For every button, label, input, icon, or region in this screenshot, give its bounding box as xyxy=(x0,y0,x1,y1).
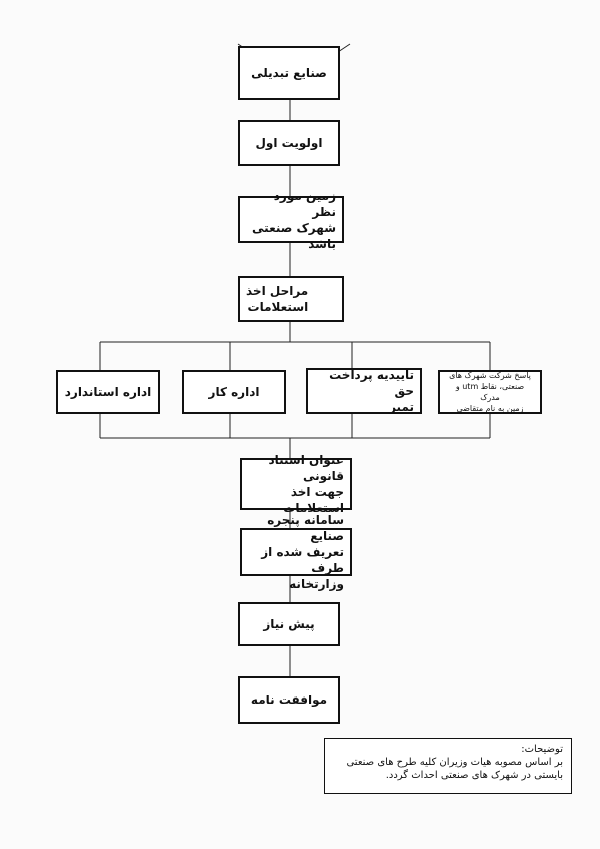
node-n4 xyxy=(238,276,344,322)
node-n10 xyxy=(240,513,352,591)
node-label: زمین مورد نظر شهرک صنعتی باشد xyxy=(252,188,336,251)
notes-heading: توضیحات: xyxy=(521,744,563,755)
node-label: پاسخ شرکت شهرک های صنعتی، نقاط utm و مدرک زمین به نام متقاضی xyxy=(449,371,531,413)
node-label: پیش نیاز xyxy=(263,617,315,631)
node-label: عنوان استناد قانونی جهت اخذ استعلامات xyxy=(268,453,344,515)
node-label: سامانه پنجره صنایع تعریف شده از طرف وزارتخانه xyxy=(261,513,344,591)
node-label: تاییدیه پرداخت حق تمبر xyxy=(329,368,414,414)
node-label: صنایع تبدیلی xyxy=(251,66,327,80)
node-n9 xyxy=(240,453,352,515)
node-n3 xyxy=(238,188,344,251)
node-label: اولویت اول xyxy=(255,136,323,150)
node-n1 xyxy=(238,46,340,100)
node-n6 xyxy=(182,370,286,414)
node-n8 xyxy=(438,370,542,414)
notes-box xyxy=(324,738,572,794)
node-label: مراحل اخذ استعلامات xyxy=(246,284,309,314)
node-n2 xyxy=(238,120,340,166)
node-n11 xyxy=(238,602,340,646)
node-n7 xyxy=(306,368,422,414)
node-label: موافقت نامه xyxy=(250,693,328,707)
notes-text: بر اساس مصوبه هیات وزیران کلیه طرح های صنعتی بایستی در شهرک های صنعتی احداث گردد. xyxy=(346,757,563,781)
node-n5 xyxy=(56,370,160,414)
node-label: اداره کار xyxy=(208,385,260,399)
node-label: اداره استاندارد xyxy=(64,385,152,399)
node-n12 xyxy=(238,676,340,724)
